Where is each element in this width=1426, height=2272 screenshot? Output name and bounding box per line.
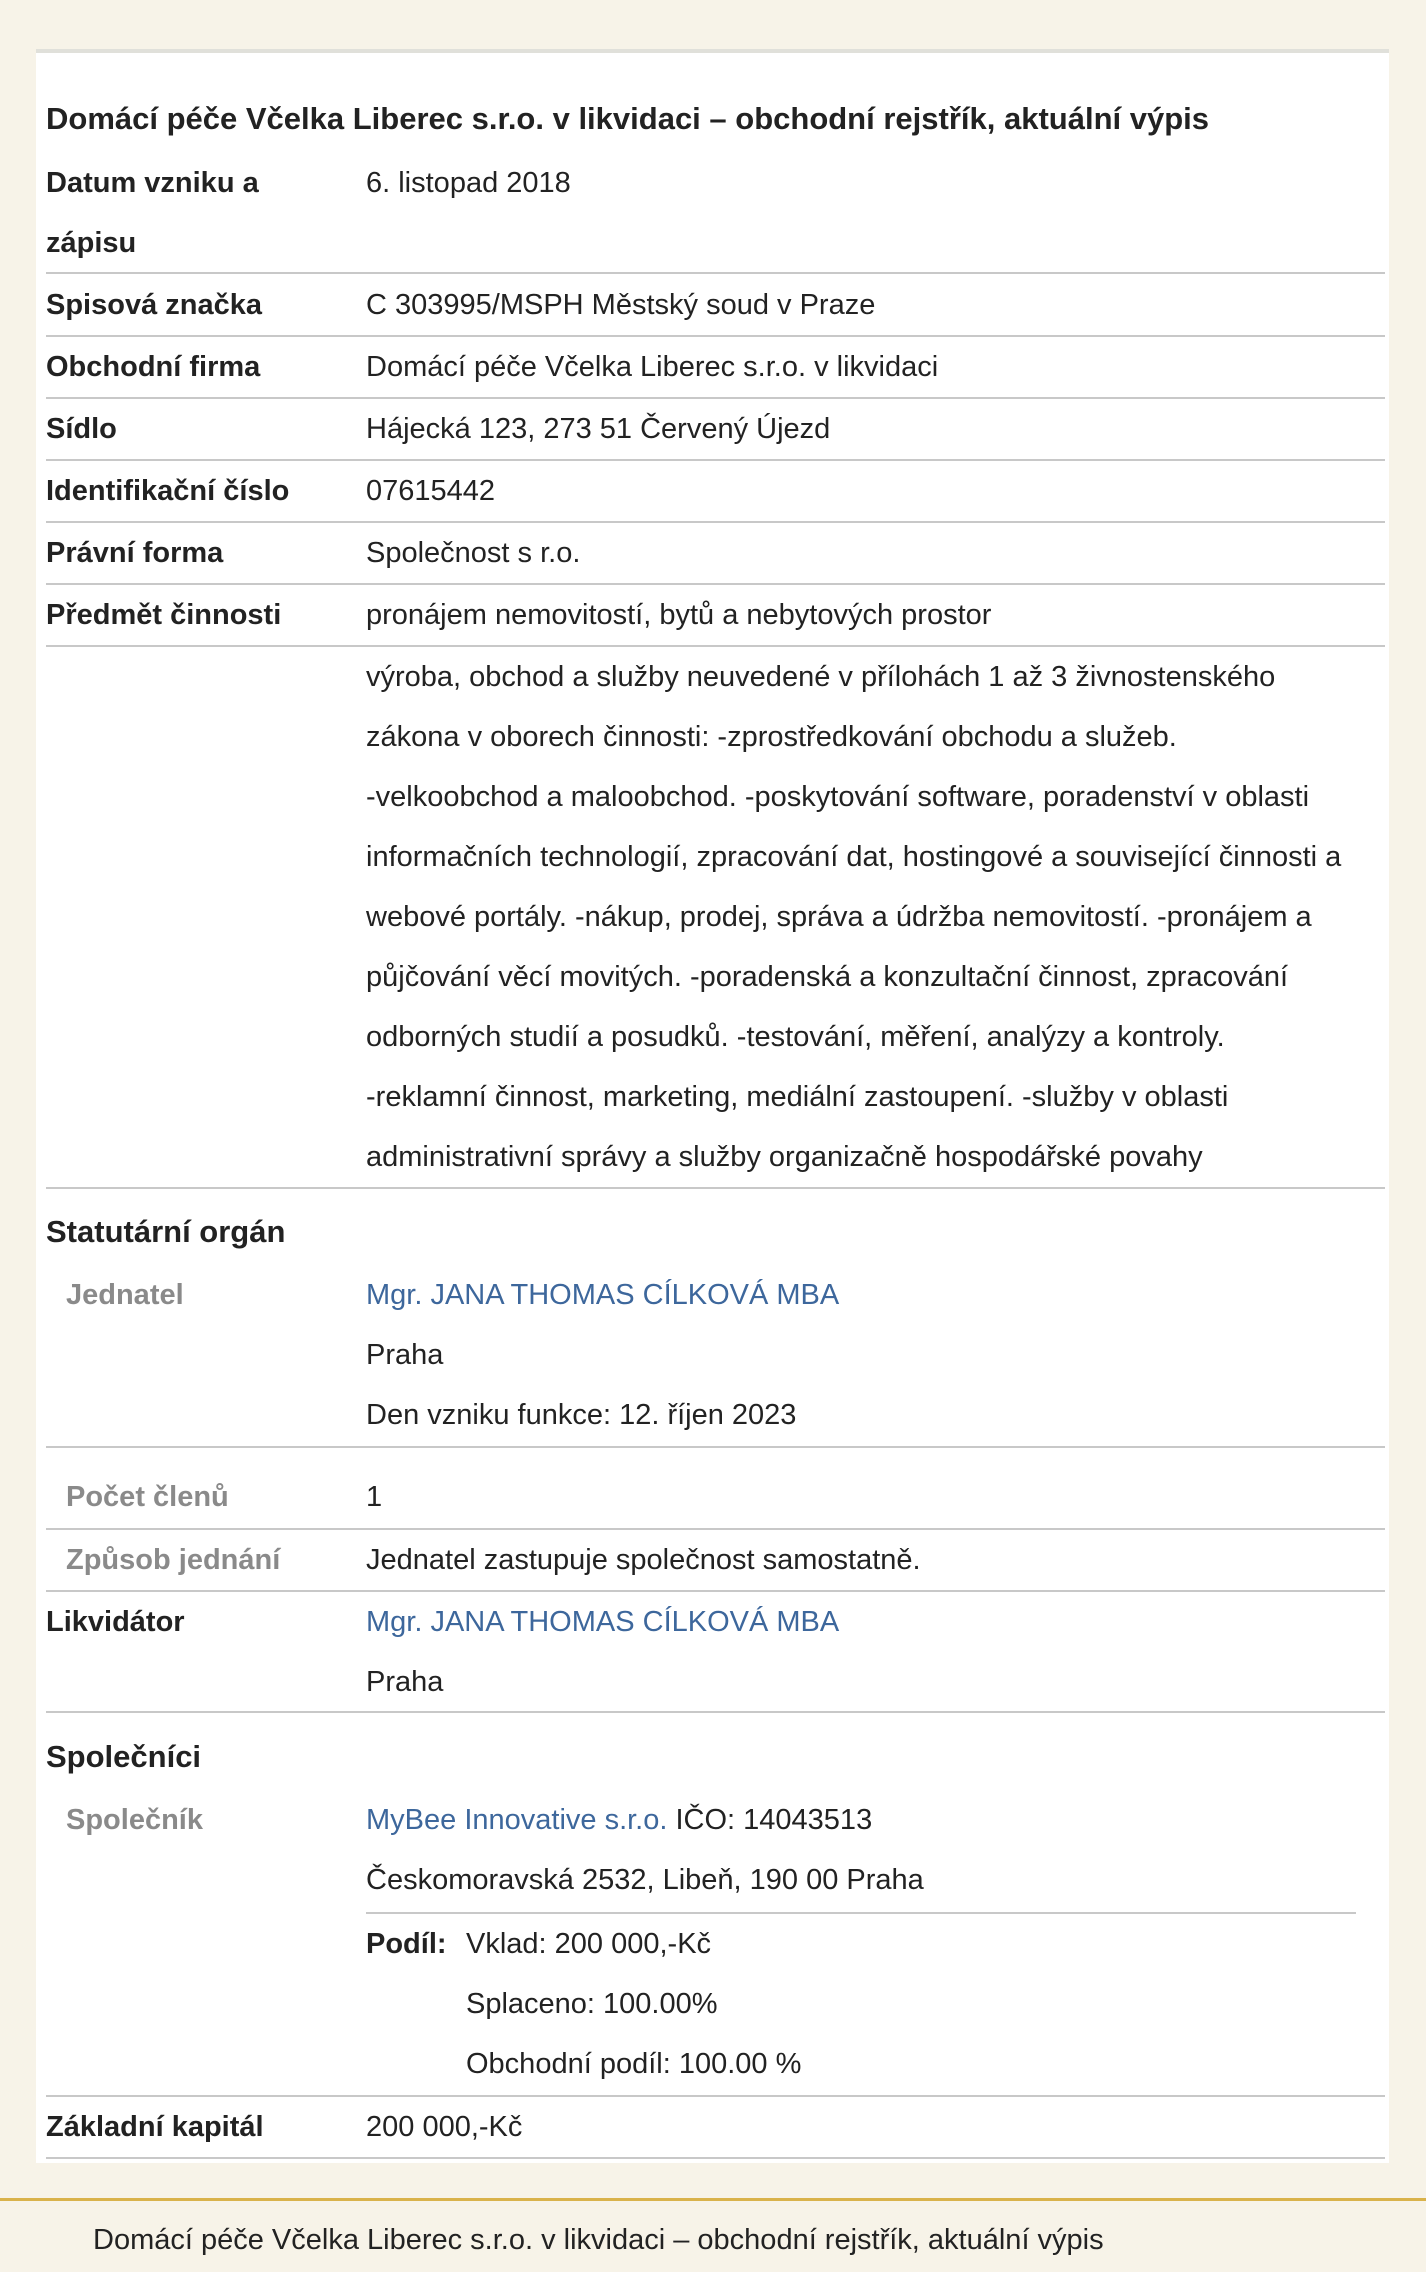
value-splaceno: Splaceno: 100.00% xyxy=(466,1988,718,2020)
jednatel-since: Den vzniku funkce: 12. říjen 2023 xyxy=(366,1399,797,1431)
divider xyxy=(46,272,1385,274)
value-vklad: Vklad: 200 000,-Kč xyxy=(466,1928,712,1960)
value-obchodni-firma: Domácí péče Včelka Liberec s.r.o. v likvidaci xyxy=(366,351,939,383)
label-sidlo: Sídlo xyxy=(46,413,117,445)
label-datum-vzniku-1: Datum vzniku a xyxy=(46,167,259,199)
value-predmet-cinnosti-1: pronájem nemovitostí, bytů a nebytových prostor xyxy=(366,599,992,631)
likvidator-city: Praha xyxy=(366,1666,444,1698)
value-datum-vzniku: 6. listopad 2018 xyxy=(366,167,571,199)
label-pravni-forma: Právní forma xyxy=(46,537,224,569)
divider xyxy=(46,1446,1385,1448)
value-sidlo: Hájecká 123, 273 51 Červený Újezd xyxy=(366,413,831,445)
value-predmet-line: -velkoobchod a maloobchod. -poskytování software, poradenství v oblasti xyxy=(366,781,1310,813)
value-obchodni-podil: Obchodní podíl: 100.00 % xyxy=(466,2048,802,2080)
section-spolecnici: Společníci xyxy=(46,1739,202,1774)
value-predmet-line: administrativní správy a služby organizačně hospodářské povahy xyxy=(366,1141,1203,1173)
page-title: Domácí péče Včelka Liberec s.r.o. v likvidaci – obchodní rejstřík, aktuální výpis xyxy=(46,101,1209,136)
value-predmet-line: webové portály. -nákup, prodej, správa a údržba nemovitostí. -pronájem a xyxy=(366,901,1312,933)
value-predmet-line: zákona v oborech činnosti: -zprostředkování obchodu a služeb. xyxy=(366,721,1177,753)
footer-accent-line xyxy=(0,2198,1426,2201)
divider xyxy=(46,1711,1385,1713)
spolecnik-address: Českomoravská 2532, Libeň, 190 00 Praha xyxy=(366,1864,924,1896)
divider xyxy=(46,1187,1385,1189)
label-jednatel: Jednatel xyxy=(66,1279,184,1311)
label-zpusob-jednani: Způsob jednání xyxy=(66,1544,281,1576)
value-predmet-line: informačních technologií, zpracování dat, hostingové a související činnosti a xyxy=(366,841,1342,873)
label-likvidator: Likvidátor xyxy=(46,1606,185,1638)
jednatel-name-link[interactable]: Mgr. JANA THOMAS CÍLKOVÁ MBA xyxy=(366,1279,840,1311)
section-statutarni-organ: Statutární orgán xyxy=(46,1214,286,1249)
spolecnik-line xyxy=(366,1790,1376,1850)
value-spisova-znacka: C 303995/MSPH Městský soud v Praze xyxy=(366,289,876,321)
likvidator-name-link[interactable]: Mgr. JANA THOMAS CÍLKOVÁ MBA xyxy=(366,1606,840,1638)
jednatel-city: Praha xyxy=(366,1339,444,1371)
label-pocet-clenu: Počet členů xyxy=(66,1481,229,1513)
value-pocet-clenu: 1 xyxy=(366,1481,383,1513)
label-podil: Podíl: xyxy=(366,1928,447,1960)
divider xyxy=(46,2157,1385,2159)
value-zpusob-jednani: Jednatel zastupuje společnost samostatně. xyxy=(366,1544,921,1576)
value-identifikacni-cislo: 07615442 xyxy=(366,475,496,507)
label-predmet-cinnosti: Předmět činnosti xyxy=(46,599,282,631)
label-spolecnik: Společník xyxy=(66,1804,203,1836)
label-obchodni-firma: Obchodní firma xyxy=(46,351,261,383)
value-pravni-forma: Společnost s r.o. xyxy=(366,537,581,569)
footer-text: Domácí péče Včelka Liberec s.r.o. v likvidaci – obchodní rejstřík, aktuální výpis xyxy=(93,2224,1104,2256)
spolecnik-name-link[interactable]: MyBee Innovative s.r.o. xyxy=(366,1804,668,1836)
label-spisova-znacka: Spisová značka xyxy=(46,289,262,321)
value-predmet-line: -reklamní činnost, marketing, mediální zastoupení. -služby v oblasti xyxy=(366,1081,1229,1113)
value-predmet-line: výroba, obchod a služby neuvedené v přílohách 1 až 3 živnostenského xyxy=(366,661,1276,693)
label-zakladni-kapital: Základní kapitál xyxy=(46,2111,264,2143)
value-predmet-line: odborných studií a posudků. -testování, měření, analýzy a kontroly. xyxy=(366,1021,1225,1053)
value-zakladni-kapital: 200 000,-Kč xyxy=(366,2111,523,2143)
spolecnik-ico: IČO: 14043513 xyxy=(667,1804,873,1836)
label-identifikacni-cislo: Identifikační číslo xyxy=(46,475,290,507)
value-predmet-line: půjčování věcí movitých. -poradenská a konzultační činnost, zpracování xyxy=(366,961,1289,993)
label-datum-vzniku-2: zápisu xyxy=(46,227,137,259)
